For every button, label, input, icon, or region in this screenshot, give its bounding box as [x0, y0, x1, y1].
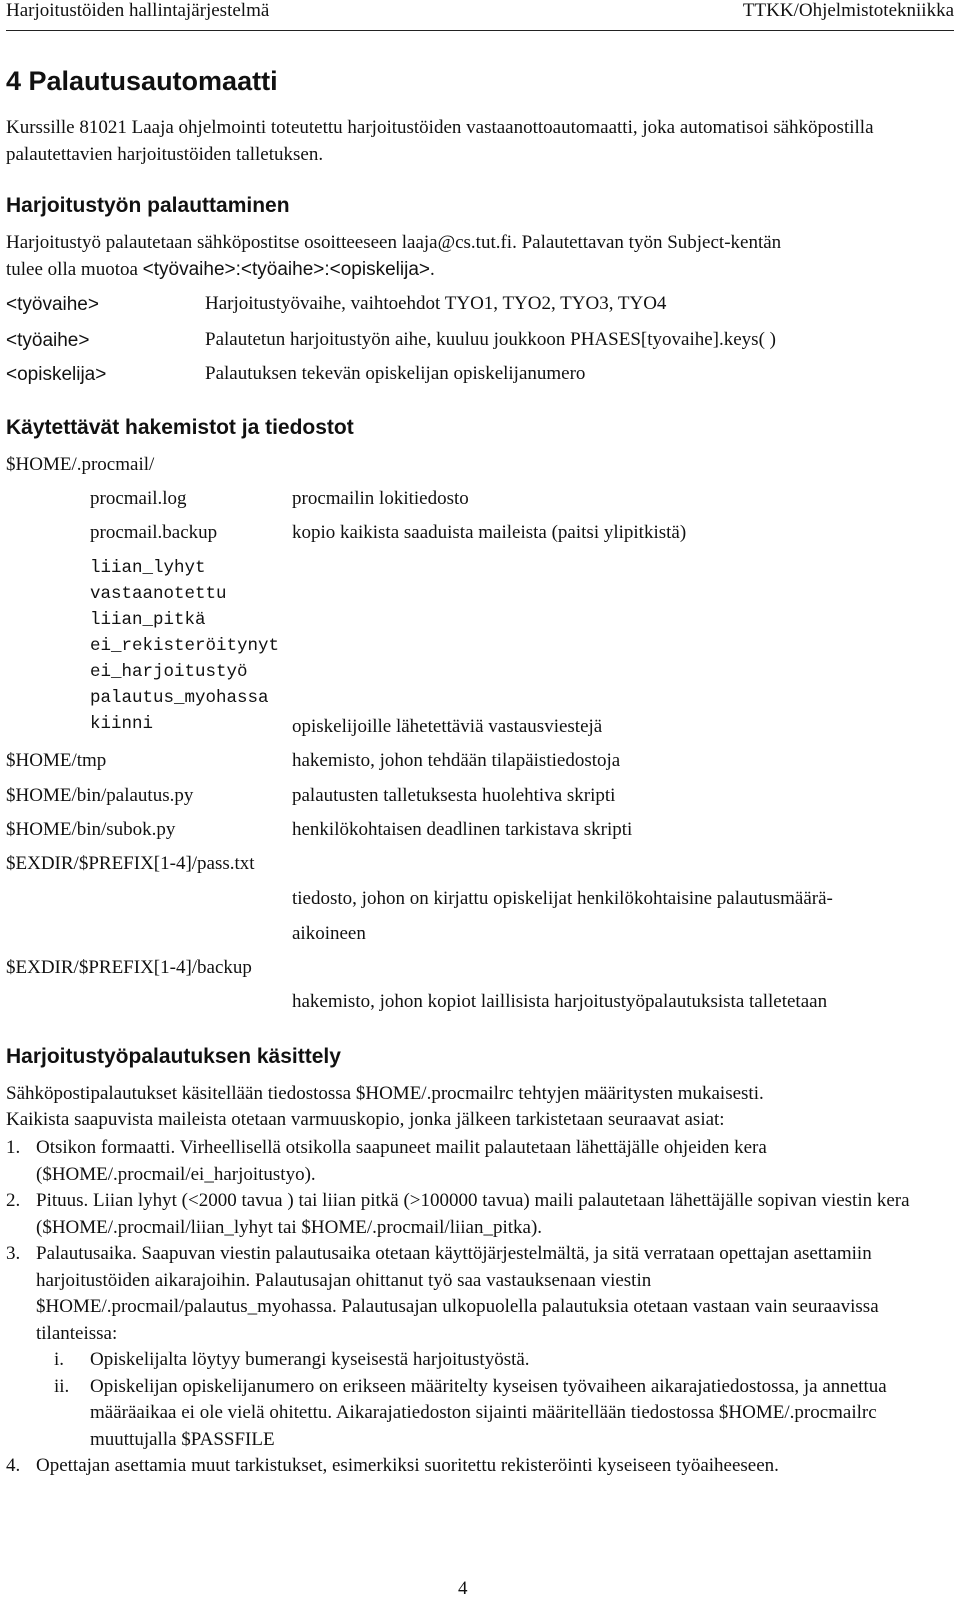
submission-line-2-prefix: tulee olla muotoa — [6, 259, 143, 280]
check-list — [6, 1135, 954, 1480]
handling-heading: Harjoitustyöpalautuksen käsittely — [6, 1045, 341, 1068]
field-desc: Harjoitustyövaihe, vaihtoehdot TYO1, TYO2, TYO3, TYO4 — [205, 293, 667, 314]
reply-file: kiinni — [90, 714, 154, 734]
submission-line-1: Harjoitustyö palautetaan sähköpostitse osoitteeseen laaja@cs.tut.fi. Palautettavan työn Subject-kentän — [6, 232, 782, 253]
procmail-backup-path: procmail.backup — [90, 522, 218, 543]
procmail-backup-desc: kopio kaikista saaduista maileista (paitsi ylipitkistä) — [292, 522, 687, 543]
procmail-dir-path: $HOME/.procmail/ — [6, 454, 155, 475]
submission-heading: Harjoitustyön palauttaminen — [6, 194, 290, 217]
list-item-number: 4. — [6, 1455, 21, 1476]
tmp-desc: hakemisto, johon tehdään tilapäistiedostoja — [292, 750, 621, 771]
list-item — [6, 1241, 954, 1453]
list-item-number: 2. — [6, 1190, 21, 1211]
list-item-number: 3. — [6, 1243, 21, 1264]
subject-format: <työvaihe>:<työaihe>:<opiskelija> — [142, 259, 430, 280]
sublist-item-number: i. — [54, 1349, 65, 1370]
reply-file: liian_lyhyt — [90, 558, 206, 578]
list-item-text: Pituus. Liian lyhyt (<2000 tavua ) tai liian pitkä (>100000 tavua) maili palautetaan lähettäjälle sopivan viestin kera ($HOME/.procmail/liian_lyhyt tai $HOME/.procmail/liian_pitka). — [36, 1190, 910, 1238]
handling-intro-line-1: Sähköpostipalautukset käsitellään tiedostossa $HOME/.procmailrc tehtyjen määritysten mukaisesti. — [6, 1083, 764, 1104]
section-title: 4 Palautusautomaatti — [6, 66, 278, 96]
palautus-script-desc: palautusten talletuksesta huolehtiva skripti — [292, 785, 616, 806]
running-header-right: TTKK/Ohjelmistotekniikka — [742, 0, 954, 21]
field-term: <työvaihe> — [6, 294, 99, 315]
sublist-item — [6, 1347, 954, 1374]
reply-file: ei_rekisteröitynyt — [90, 636, 280, 656]
procmail-log-path: procmail.log — [90, 488, 187, 509]
list-item — [6, 1453, 954, 1480]
running-header-left: Harjoitustöiden hallintajärjestelmä — [6, 0, 270, 21]
list-item-text: Palautusaika. Saapuvan viestin palautusaika otetaan käyttöjärjestelmältä, ja sitä verrataan opettajan asettamiin harjoitustöiden aikarajoihin. Palautusajan ohittanut työ saa vastauksenaan viestin $HOME/.procmail/palautus_myohassa. Palautusajan ulkopuolella palautuksia otetaan vastaan vain seuraavissa tilanteissa: — [36, 1243, 879, 1344]
subok-script-desc: henkilökohtaisen deadlinen tarkistava skripti — [292, 819, 633, 840]
backup-dir-desc: hakemisto, johon kopiot laillisista harjoitustyöpalautuksista talletetaan — [292, 991, 828, 1012]
reply-file: ei_harjoitustyö — [90, 662, 248, 682]
files-heading: Käytettävät hakemistot ja tiedostot — [6, 416, 354, 439]
reply-file: palautus_myohassa — [90, 688, 269, 708]
procmail-log-desc: procmailin lokitiedosto — [292, 488, 469, 509]
page-number: 4 — [458, 1578, 468, 1599]
reply-file: vastaanotettu — [90, 584, 227, 604]
list-item-text: Opettajan asettamia muut tarkistukset, esimerkiksi suoritettu rekisteröinti kyseiseen työaiheeseen. — [36, 1455, 779, 1476]
submission-line-2 — [6, 259, 435, 281]
pass-file-desc-line-2: aikoineen — [292, 923, 366, 944]
field-term: <työaihe> — [6, 330, 90, 351]
handling-intro-line-2: Kaikista saapuvista maileista otetaan varmuuskopio, jonka jälkeen tarkistetaan seuraavat asiat: — [6, 1109, 725, 1130]
sublist-item — [6, 1374, 954, 1454]
list-item — [6, 1188, 954, 1241]
reply-files-desc: opiskelijoille lähetettäviä vastausviestejä — [292, 716, 603, 737]
pass-file-path: $EXDIR/$PREFIX[1-4]/pass.txt — [6, 853, 255, 874]
sublist-item-number: ii. — [54, 1375, 70, 1397]
list-item-number: 1. — [6, 1137, 21, 1158]
palautus-script-path: $HOME/bin/palautus.py — [6, 785, 194, 806]
intro-paragraph: Kurssille 81021 Laaja ohjelmointi toteutettu harjoitustöiden vastaanottoautomaatti, joka automatisoi sähköpostilla palautettavien harjoitustöiden talletuksen. — [6, 117, 874, 165]
exception-sublist — [6, 1347, 954, 1453]
pass-file-desc-line-1: tiedosto, johon on kirjattu opiskelijat henkilökohtaisine palautusmäärä- — [292, 888, 833, 909]
field-desc: Palautuksen tekevän opiskelijan opiskelijanumero — [205, 363, 586, 384]
field-term: <opiskelija> — [6, 364, 107, 385]
backup-dir-path: $EXDIR/$PREFIX[1-4]/backup — [6, 957, 252, 978]
tmp-path: $HOME/tmp — [6, 750, 107, 771]
field-desc: Palautetun harjoitustyön aihe, kuuluu joukkoon PHASES[tyovaihe].keys( ) — [205, 329, 776, 350]
list-item — [6, 1135, 954, 1188]
reply-file: liian_pitkä — [90, 610, 206, 630]
subok-script-path: $HOME/bin/subok.py — [6, 819, 176, 840]
header-divider — [6, 30, 954, 31]
list-item-text: Otsikon formaatti. Virheellisellä otsikolla saapuneet mailit palautetaan lähettäjälle ohjeiden kera ($HOME/.procmail/ei_harjoitustyo). — [36, 1137, 767, 1185]
sublist-item-text: Opiskelijalta löytyy bumerangi kyseisestä harjoitustyöstä. — [90, 1349, 530, 1370]
sublist-item-text: Opiskelijan opiskelijanumero on erikseen määritelty kyseisen työvaiheen aikarajatiedostossa, ja annettua määräaikaa ei ole vielä ohitettu. Aikarajatiedoston sijainti määritellään tiedostossa $HOME/.procmailrc muuttujalla $PASSFILE — [90, 1375, 887, 1450]
submission-line-2-suffix: . — [429, 259, 435, 280]
